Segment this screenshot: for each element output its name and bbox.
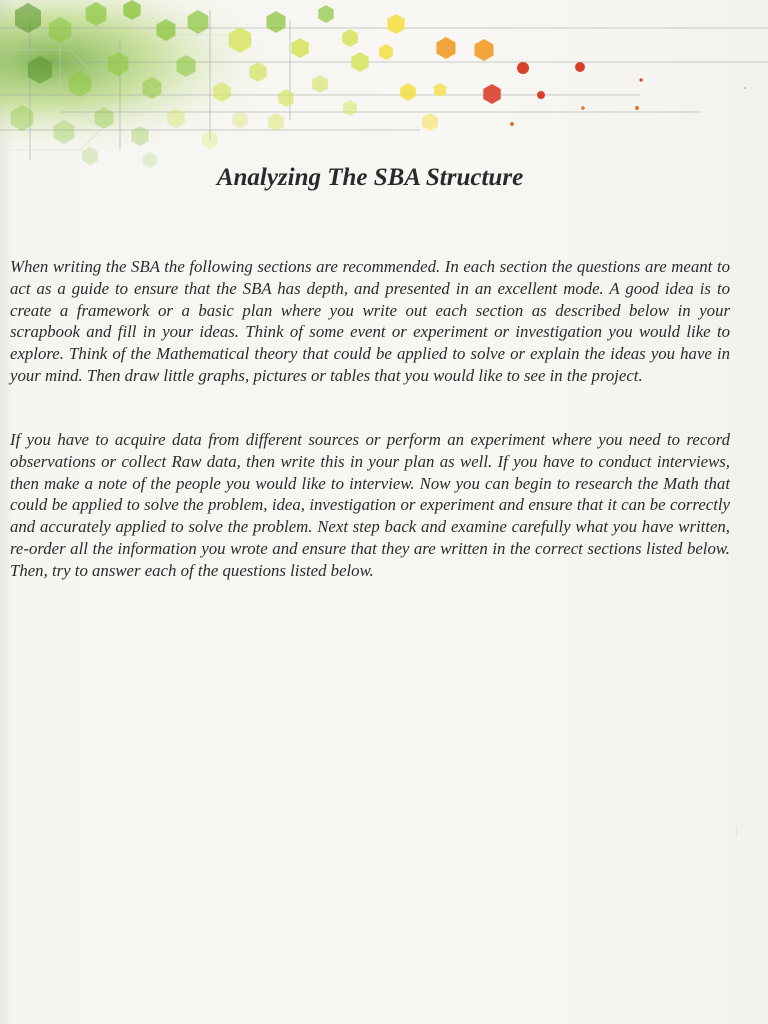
hexagon-icon xyxy=(483,84,500,104)
hexagon-header-icon xyxy=(0,0,768,175)
hexagon-icon xyxy=(475,39,494,61)
hexagon-icon xyxy=(422,113,438,131)
paragraph-intro: When writing the SBA the following sections are recommended. In each section the questions are meant to act as a guide to ensure that the SBA has depth, and presented in an excellent mode. A good idea is to create a framework or a basic plan where you write out each section as described below in your scrapbook and fill in your ideas. Think of some event or experiment or investigation you would like to explore. Think of the Mathematical theory that could be applied to solve or explain the ideas you have in your mind. Then draw little graphs, pictures or tables that you would like to see in the project. xyxy=(10,257,730,385)
scan-artifact xyxy=(736,826,743,836)
paragraph-plan: If you have to acquire data from different sources or perform an experiment where you need to record observations or collect Raw data, then write this in your plan as well. If you have to conduct interviews, then make a note of the people you would like to interview. Now you can begin to research the Math that could be applied to solve the problem, idea, investigation or experiment and ensure that it can be correctly and accurately applied to solve the problem. Next step back and examine carefully what you have written, re-order all the information you wrote and ensure that they are written in the correct sections listed below. Then, try to answer each of the questions listed below. xyxy=(10,430,730,580)
page-title: Analyzing The SBA Structure xyxy=(216,164,524,191)
hexagon-icon xyxy=(437,37,456,59)
